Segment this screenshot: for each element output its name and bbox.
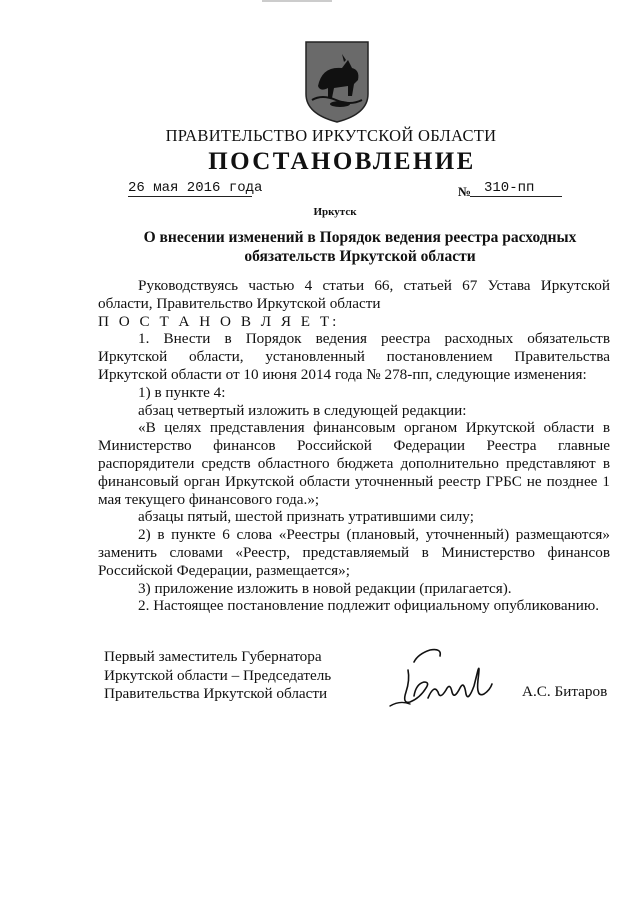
number-sign: № (458, 184, 472, 199)
paragraph-1-item-3: 3) приложение изложить в новой редакции (прилагается). (138, 579, 512, 597)
quoted-text: «В целях представления финансовым органом Иркутской области в Министерство финансов Российской Федерации Реестра главные распорядители средств областного бюджета дополнительно представляют в финансовый орган Иркутской области уточненный реестр ГРБС не позднее 1 мая текущего финансового года.»; (98, 419, 610, 508)
document-title (140, 228, 580, 266)
document-type: ПОСТАНОВЛЕНИЕ (208, 148, 476, 175)
paragraph-1-item-1-b: абзацы пятый, шестой признать утратившими силу; (138, 508, 474, 526)
paragraph-1-item-2: 2) в пункте 6 слова «Реестры (плановый, уточненный) размещаются» заменить словами «Реестр, представляемый в Министерство финансов Российской Федерации, размещается»; (98, 526, 610, 579)
document-body (98, 277, 610, 615)
document-title-line2: обязательств Иркутской области (244, 248, 476, 265)
paragraph-1-item-1-a: абзац четвертый изложить в следующей редакции: (138, 401, 467, 419)
paragraph-1-item-1: 1) в пункте 4: (138, 383, 226, 401)
date-underline (128, 196, 252, 197)
coat-of-arms-emblem (302, 38, 372, 124)
signatory-position (104, 648, 364, 704)
paragraph-1: 1. Внести в Порядок ведения реестра расходных обязательств Иркутской области, установленный постановлением Правительства Иркутской области от 10 июня 2014 года № 278-пп, следующие изменения: (98, 330, 610, 383)
signatory-name: А.С. Битаров (522, 683, 608, 700)
decree-word: П О С Т А Н О В Л Я Е Т: (98, 312, 340, 330)
paragraph-2: 2. Настоящее постановление подлежит официальному опубликованию. (138, 597, 600, 615)
preamble-paragraph: Руководствуясь частью 4 статьи 66, статьей 67 Устава Иркутской области, Правительство Иркутской области (98, 277, 610, 312)
document-date: 26 мая 2016 года (128, 180, 263, 196)
signatory-position-line1: Первый заместитель Губернатора (104, 648, 322, 665)
signatory-position-line2: Иркутской области – Председатель (104, 666, 332, 684)
authority-name: ПРАВИТЕЛЬСТВО ИРКУТСКОЙ ОБЛАСТИ (165, 126, 497, 145)
document-number: 310-пп (484, 180, 535, 196)
top-edge-mark (262, 0, 332, 5)
handwritten-signature (380, 640, 504, 720)
city-name: Иркутск (313, 206, 357, 218)
signatory-position-line3: Правительства Иркутской области (104, 685, 328, 702)
number-underline (470, 196, 562, 197)
document-title-line1: О внесении изменений в Порядок ведения реестра расходных (143, 229, 577, 246)
